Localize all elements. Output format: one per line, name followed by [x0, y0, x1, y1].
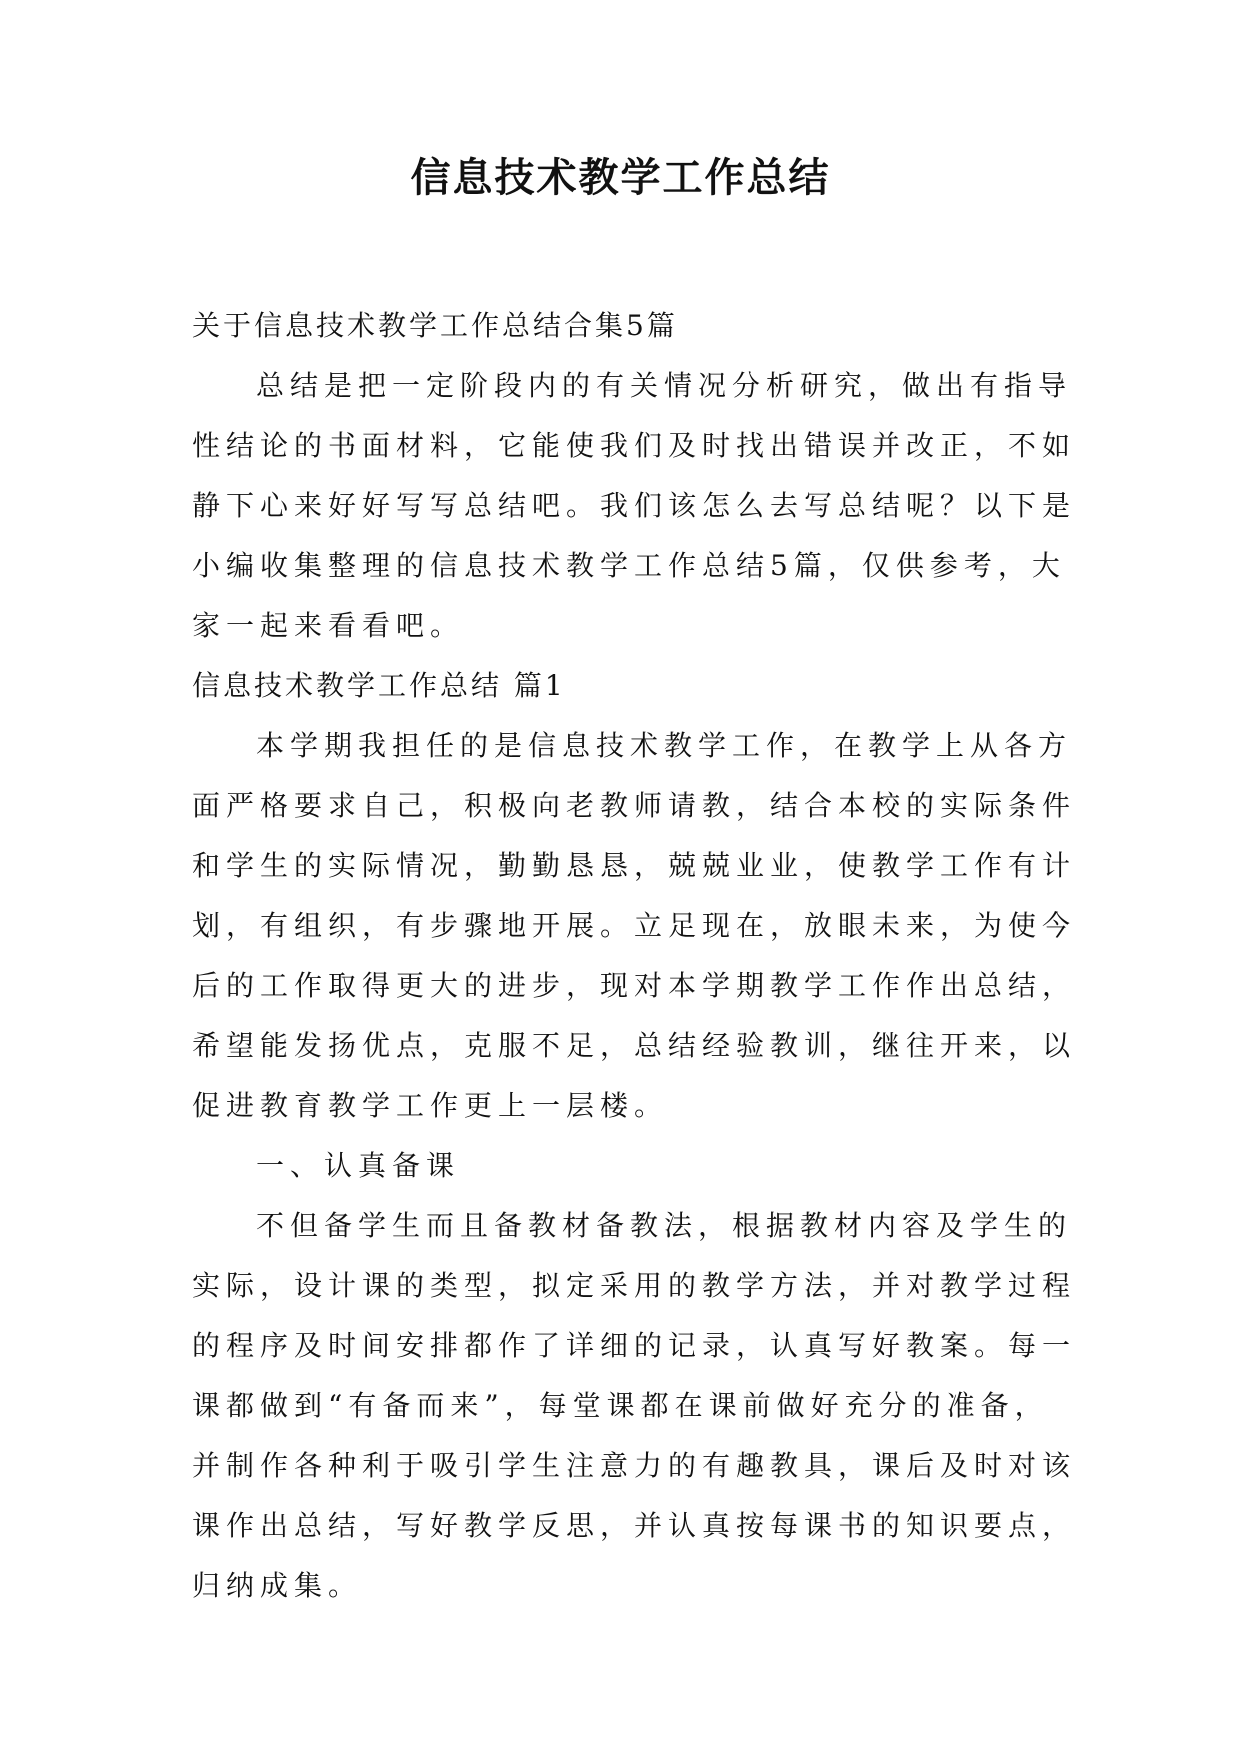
body-line: 课都做到“有备而来”，每堂课都在课前做好充分的准备， [192, 1389, 1049, 1422]
document-title: 信息技术教学工作总结 [410, 155, 831, 201]
subsection-heading: 一、认真备课 [256, 1149, 461, 1182]
body-line: 和学生的实际情况，勤勤恳恳，兢兢业业，使教学工作有计 [192, 849, 1077, 882]
section-heading: 信息技术教学工作总结 篇1 [192, 669, 566, 702]
intro-line: 小编收集整理的信息技术教学工作总结5篇，仅供参考，大 [192, 549, 1066, 582]
body-line: 实际，设计课的类型，拟定采用的教学方法，并对教学过程 [192, 1269, 1077, 1302]
body-line: 归纳成集。 [192, 1569, 363, 1602]
intro-line: 性结论的书面材料，它能使我们及时找出错误并改正，不如 [192, 429, 1077, 462]
body-line: 不但备学生而且备教材备教法，根据教材内容及学生的 [256, 1209, 1073, 1242]
body-line: 本学期我担任的是信息技术教学工作，在教学上从各方 [256, 729, 1073, 762]
body-line: 划，有组织，有步骤地开展。立足现在，放眼未来，为使今 [192, 909, 1077, 942]
body-line: 并制作各种利于吸引学生注意力的有趣教具，课后及时对该 [192, 1449, 1077, 1482]
intro-line: 家一起来看看吧。 [192, 609, 465, 642]
document-body [192, 296, 1077, 1616]
body-line: 希望能发扬优点，克服不足，总结经验教训，继往开来，以 [192, 1029, 1077, 1062]
body-line: 后的工作取得更大的进步，现对本学期教学工作作出总结， [192, 969, 1077, 1002]
collection-heading: 关于信息技术教学工作总结合集5篇 [192, 309, 678, 342]
body-line: 课作出总结，写好教学反思，并认真按每课书的知识要点， [192, 1509, 1077, 1542]
body-line: 的程序及时间安排都作了详细的记录，认真写好教案。每一 [192, 1329, 1077, 1362]
body-line: 面严格要求自己，积极向老教师请教，结合本校的实际条件 [192, 789, 1077, 822]
body-line: 促进教育教学工作更上一层楼。 [192, 1089, 669, 1122]
intro-line: 静下心来好好写写总结吧。我们该怎么去写总结呢？以下是 [192, 489, 1077, 522]
intro-line: 总结是把一定阶段内的有关情况分析研究，做出有指导 [256, 369, 1073, 402]
